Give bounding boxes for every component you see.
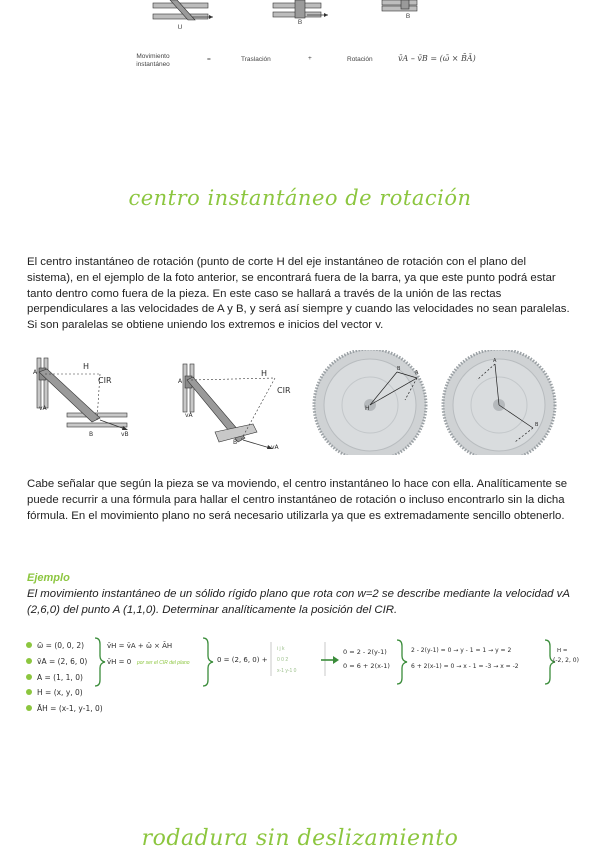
given-h: H = (x, y, 0) (37, 688, 83, 697)
step3-eq1: 0 = 2 - 2(y-1) (343, 648, 387, 656)
d2-label-h: H (261, 369, 268, 378)
step4-eq1: 2 - 2(y-1) = 0 → y - 1 = 1 → y = 2 (411, 647, 512, 654)
d2-label-va: vA (185, 412, 193, 419)
given-a: A = (1, 1, 0) (37, 673, 83, 682)
svg-text:A: A (415, 370, 419, 376)
movimiento-instantaneo-label (123, 53, 183, 69)
step4-eq2: 6 + 2(x-1) = 0 → x - 1 = -3 → x = -2 (411, 663, 519, 670)
d1-label-va: vA (39, 405, 47, 412)
svg-text:0 0 2: 0 0 2 (277, 657, 289, 663)
d2-label-a: A (178, 378, 183, 385)
equals-sign: = (207, 56, 211, 63)
ejemplo-label: Ejemplo (27, 572, 70, 584)
section-title-cir: centro instantáneo de rotación (128, 186, 472, 210)
svg-text:i j k: i j k (277, 646, 285, 652)
result-label: H = (557, 648, 568, 654)
ejemplo-statement: El movimiento instantáneo de un sólido rígido plano que rota con w=2 se describe mediante la velocidad vA (2,6,0) del punto A (1,1,0). Determinar analíticamente la posición del CIR. (27, 588, 570, 616)
svg-text:H: H (365, 405, 370, 412)
svg-text:B: B (535, 422, 539, 428)
gear-photo-2 (443, 350, 555, 455)
given-omega: ω̄ = (0, 0, 2) (37, 641, 85, 650)
handwritten-math (25, 632, 590, 717)
paragraph-cir-definition: El centro instantáneo de rotación (punto de corte H del eje instantáneo de rotación con el plano del sistema), en el ejemplo de la foto anterior, se encontrará fuera de la barra, ya que este punto podrá estar tanto dentro como fuera de la pieza. En este caso se hallará a través de la unión de las rectas perpendiculares a las velocidades de A y B, y será así siempre y cuando las velocidades no sean paralelas. Si son paralelas se obtiene uniendo los extremos e inicios del vector v. (27, 256, 570, 332)
paragraph-cir-movement: Cabe señalar que según la pieza se va moviendo, el centro instantáneo lo hace con ella. Analíticamente se puede recurrir a una fórmula para hallar el centro instantáneo de rotación o incluso encontrarlo sin la dicha fórmula. En el movimiento plano no será necesario utilizarla ya que es extremadamente sencillo obtenerlo. (27, 478, 568, 522)
svg-text:x-1 y-1 0: x-1 y-1 0 (277, 668, 297, 674)
d2-label-b: B (233, 439, 238, 446)
velocity-formula: v̄A – v̄B = (ω̄ × B̄Ā) (398, 54, 476, 63)
d2-label-cir: CIR (277, 386, 291, 395)
cir-figures (25, 350, 585, 455)
cross-product-determinant (271, 642, 325, 676)
step1-note: por ser el CIR del plano (137, 660, 190, 666)
given-values-list (26, 641, 103, 713)
movimiento-line-1: Movimiento (136, 53, 170, 60)
svg-text:A: A (493, 358, 497, 364)
diagram-rotacion (382, 0, 417, 11)
given-ah: ĀH = (x-1, y-1, 0) (37, 704, 103, 713)
d1-label-b: B (89, 431, 94, 438)
velocity-composition-figure (95, 0, 485, 70)
svg-text:B: B (397, 366, 401, 372)
d1-label-cir: CIR (98, 376, 112, 385)
label-b-2: B (405, 13, 411, 20)
section-title-rodadura: rodadura sin deslizamiento (141, 826, 459, 851)
worked-solution (25, 632, 590, 717)
step2-eq: 0 = (2, 6, 0) + (217, 656, 268, 664)
traslacion-label: Traslación (241, 56, 271, 63)
result-value: (-2, 2, 0) (553, 657, 579, 664)
d1-label-a: A (33, 369, 38, 376)
cir-diagram-1 (33, 358, 129, 438)
diagram-traslacion (273, 0, 328, 18)
step1-eq2: v̄H = 0 (107, 658, 132, 666)
rotacion-label: Rotación (347, 56, 373, 63)
d2-label-vb: vA (271, 444, 279, 451)
d1-label-vb: vB (121, 431, 129, 438)
movimiento-line-2: instantáneo (136, 61, 170, 68)
given-va: v̄A = (2, 6, 0) (37, 657, 88, 666)
label-b-1: B (297, 19, 303, 26)
step1-eq1: v̄H = v̄A + ω̄ × ĀH (107, 642, 173, 650)
gear-photo-1 (314, 350, 426, 455)
step3-eq2: 0 = 6 + 2(x-1) (343, 662, 390, 670)
label-u: U (177, 24, 183, 31)
plus-sign: + (308, 55, 312, 62)
d1-label-h: H (83, 362, 90, 371)
diagram-movimiento (153, 0, 213, 20)
cir-diagram-2 (178, 364, 291, 451)
cir-figures-row (25, 350, 585, 455)
